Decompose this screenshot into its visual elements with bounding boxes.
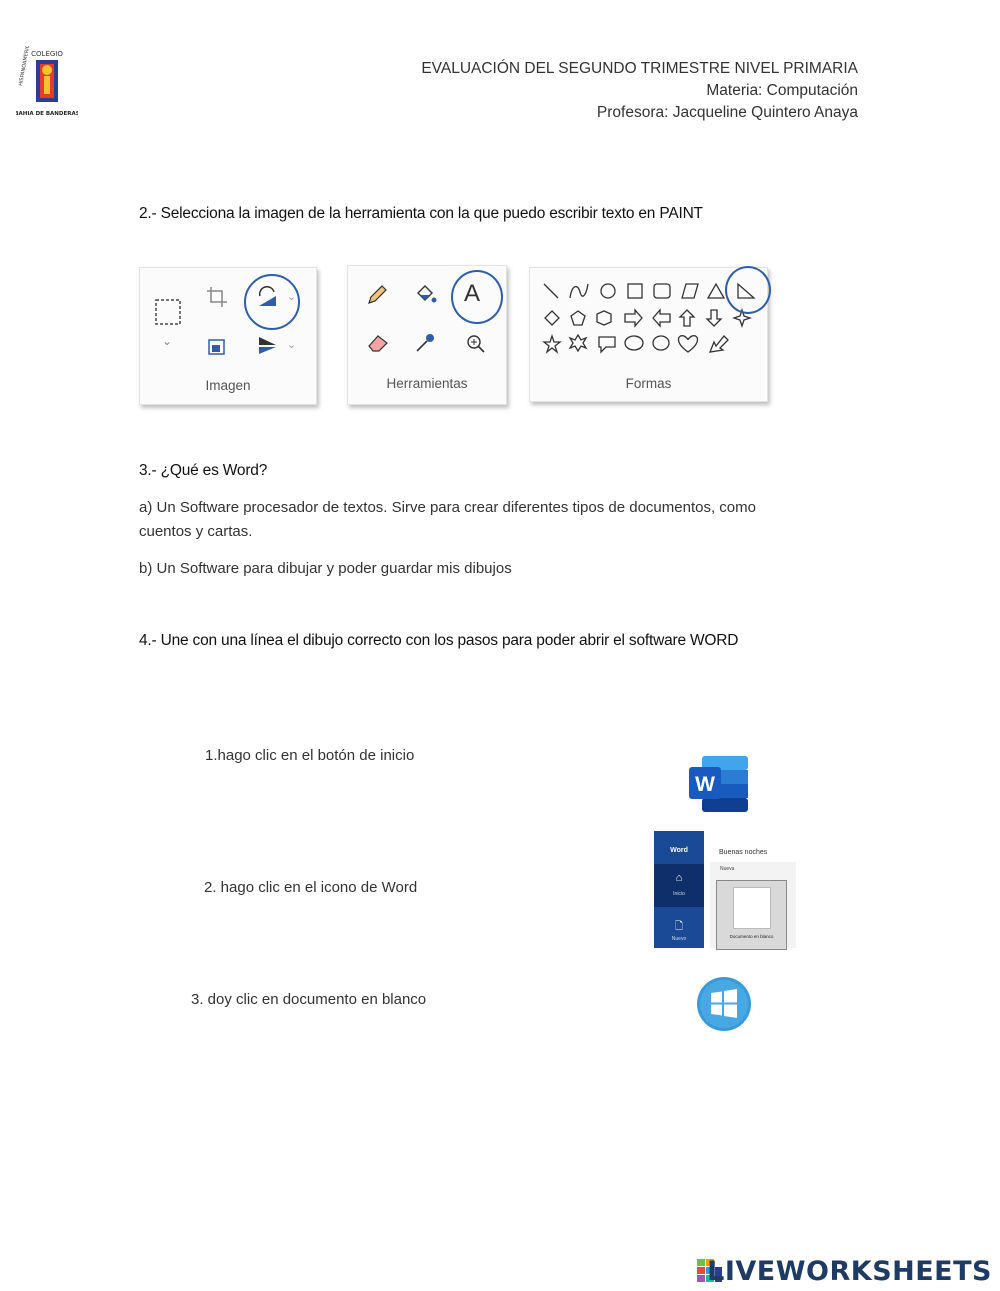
- select-icon: [154, 298, 182, 331]
- text-tool-icon: A: [464, 280, 481, 307]
- paint-panel-herramientas[interactable]: [347, 265, 507, 405]
- chevron-down-icon: ⌄: [287, 339, 297, 351]
- panel-label-formas: Formas: [625, 376, 672, 391]
- subject-line: Materia: Computación: [706, 82, 858, 99]
- fill-bucket-icon: [414, 284, 438, 311]
- word-new-section: [710, 862, 796, 948]
- highlight-circle: [244, 274, 300, 330]
- paint-panel-formas[interactable]: [529, 267, 768, 402]
- pencil-icon: [366, 284, 388, 311]
- highlight-circle: [451, 270, 503, 324]
- word-icon-letter: W: [695, 773, 715, 796]
- question-3: 3.- ¿Qué es Word?: [139, 462, 268, 479]
- panel-label-herramientas: Herramientas: [386, 376, 468, 391]
- magnifier-icon: [466, 334, 486, 359]
- word-nav-new-label: Nuevo: [671, 936, 687, 942]
- answer-a-line1: a) Un Software procesador de textos. Sirve para crear diferentes tipos de documentos, como: [139, 499, 756, 516]
- highlight-circle: [725, 266, 771, 314]
- logo-top-text: COLEGIO: [31, 50, 63, 58]
- school-logo: [16, 46, 78, 120]
- word-app-name: Word: [670, 847, 688, 854]
- answer-option-b[interactable]: b) Un Software para dibujar y poder guardar mis dibujos: [139, 560, 512, 577]
- teacher-line: Profesora: Jacqueline Quintero Anaya: [596, 104, 858, 121]
- word-section-new-label: Nueva: [720, 866, 735, 872]
- liveworksheets-brand: LIVEWORKSHEETS: [707, 1256, 992, 1287]
- blank-document-label: Documento en blanco: [729, 934, 774, 939]
- crop-icon: [206, 286, 228, 313]
- new-document-icon: 🗋: [674, 921, 684, 932]
- logo-bottom-text: BAHIA DE BANDERAS: [16, 111, 78, 117]
- chevron-down-icon: ⌄: [287, 291, 297, 303]
- blank-document-tile[interactable]: [716, 880, 787, 950]
- step-3[interactable]: 3. doy clic en documento en blanco: [191, 991, 427, 1008]
- windows-start-icon[interactable]: [696, 976, 752, 1032]
- step-1[interactable]: 1.hago clic en el botón de inicio: [205, 747, 415, 764]
- eraser-icon: [366, 332, 390, 359]
- word-app-icon[interactable]: [688, 756, 750, 812]
- flip-icon: [256, 334, 280, 361]
- panel-label-imagen: Imagen: [205, 378, 251, 393]
- chevron-down-icon: ⌄: [162, 334, 173, 348]
- logo-side-text: HISPANOAMERICANO: [18, 46, 34, 87]
- evaluation-title: EVALUACIÓN DEL SEGUNDO TRIMESTRE NIVEL PRIMARIA: [421, 60, 858, 77]
- word-nav-new[interactable]: [654, 917, 704, 948]
- answer-a-line2: cuentos y cartas.: [139, 523, 253, 540]
- answer-option-a[interactable]: [139, 496, 839, 544]
- word-nav-home-label: Inicio: [673, 891, 685, 897]
- header-block: [421, 58, 858, 124]
- paint-panel-imagen[interactable]: [139, 267, 317, 405]
- word-start-screen[interactable]: [654, 831, 796, 948]
- blank-page-thumbnail: [733, 887, 771, 929]
- home-icon: ⌂: [675, 872, 683, 884]
- question-4: 4.- Une con una línea el dibujo correcto con los pasos para poder abrir el software WORD: [139, 632, 739, 649]
- word-nav-sidebar: [654, 831, 704, 948]
- resize-icon: [206, 336, 228, 363]
- word-nav-home[interactable]: [654, 864, 704, 907]
- word-greeting: Buenas noches: [719, 849, 768, 856]
- question-2: 2.- Selecciona la imagen de la herramienta con la que puedo escribir texto en PAINT: [139, 205, 703, 222]
- color-picker-icon: [414, 332, 436, 359]
- step-2[interactable]: 2. hago clic en el icono de Word: [204, 879, 418, 896]
